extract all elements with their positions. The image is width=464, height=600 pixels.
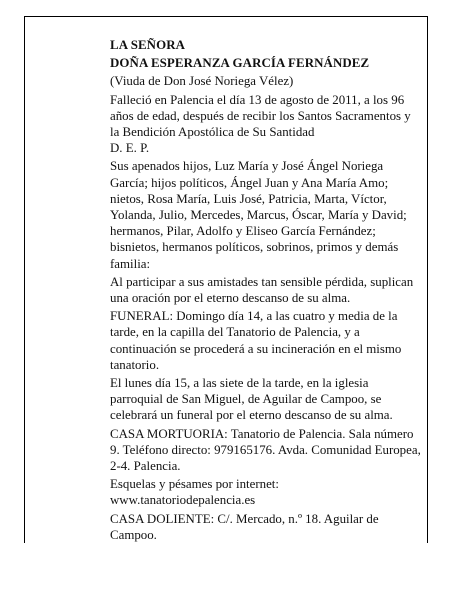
funeral-info: FUNERAL: Domingo día 14, a las cuatro y media de la tarde, en la capilla del Tanatorio de Palencia, y a continuación se procederá a su incineración en el mismo tanatorio. — [110, 309, 402, 372]
deceased-name: DOÑA ESPERANZA GARCÍA FERNÁNDEZ — [110, 56, 370, 71]
death-announcement — [110, 92, 422, 157]
mass-info: El lunes día 15, a las siete de la tarde, en la iglesia parroquial de San Miguel, de Aguilar de Campoo, se celebrará un funeral por el eterno descanso de su alma. — [110, 376, 393, 423]
condolences-url: www.tanatoriodepalencia.es — [110, 493, 256, 508]
mourning-house-info: CASA DOLIENTE: C/. Mercado, n.º 18. Aguilar de Campoo. — [110, 511, 379, 542]
notice-title: LA SEÑORA — [110, 38, 186, 52]
widow-line: (Viuda de Don José Noriega Vélez) — [110, 74, 294, 89]
family-list: Sus apenados hijos, Luz María y José Ángel Noriega García; hijos políticos, Ángel Juan y Ana María Amo; nietos, Rosa María, Luis José, Patricia, Marta, Víctor, Yolanda, Julio, Mercedes, Marcus, Óscar, María y David; hermanos, Pilar, Adolfo y Eliseo García Fernández; bisnietos, hermanos políticos, sobrinos, primos y demás familia: — [110, 159, 407, 271]
obituary-notice — [110, 37, 422, 545]
rip-text: D. E. P. — [110, 141, 150, 156]
death-text: Falleció en Palencia el día 13 de agosto de 2011, a los 96 años de edad, después de recibir los Santos Sacramentos y la Bendición Apostólica de Su Santidad — [110, 92, 411, 140]
mortuary-info: CASA MORTUORIA: Tanatorio de Palencia. Sala número 9. Teléfono directo: 979165176. Avda. Comunidad Europea, 2-4. Palencia. — [110, 426, 421, 474]
prayer-request: Al participar a sus amistades tan sensible pérdida, suplican una oración por el eterno descanso de su alma. — [110, 274, 414, 306]
condolences-info — [110, 476, 422, 508]
condolences-label: Esquelas y pésames por internet: — [110, 477, 279, 492]
